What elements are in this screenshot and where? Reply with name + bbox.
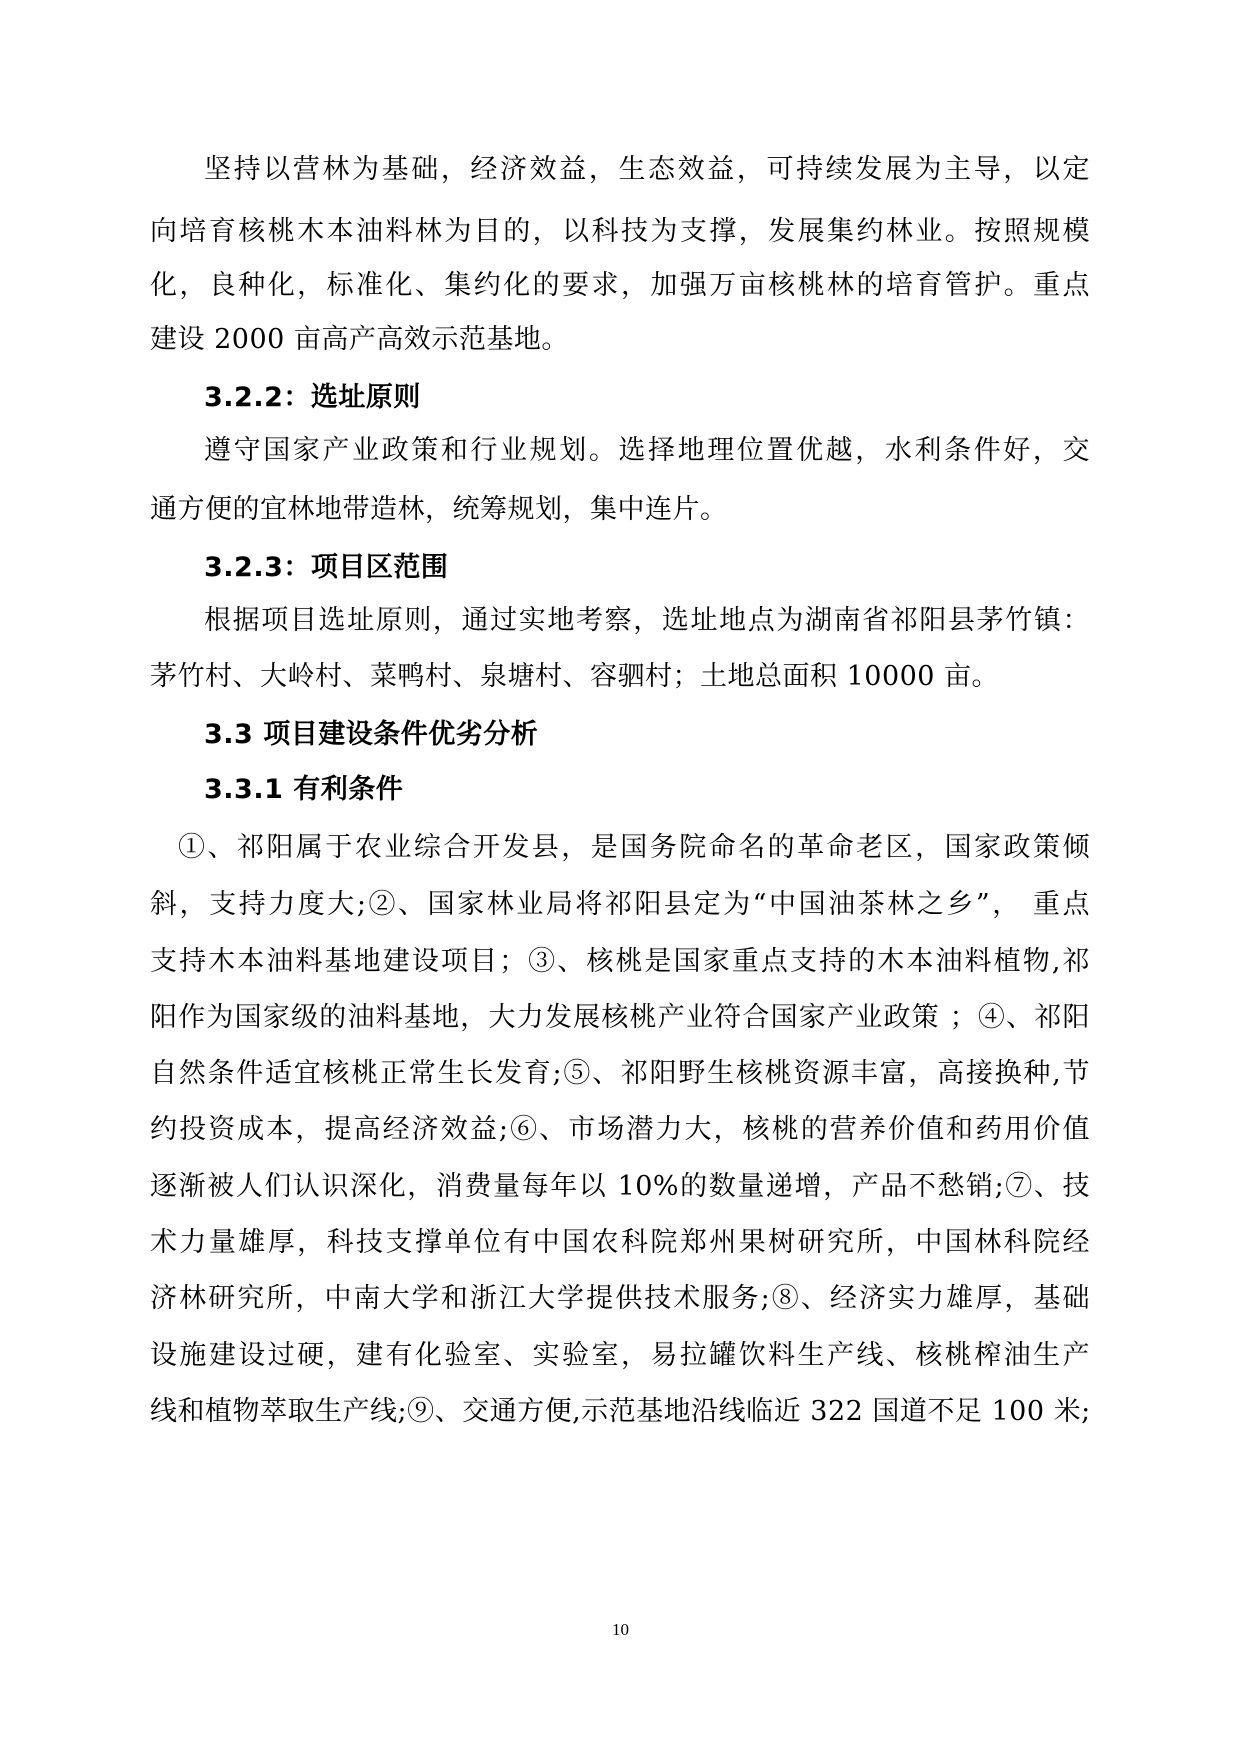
paragraph-line: 茅竹村、大岭村、菜鸭村、泉塘村、容驷村；土地总面积 10000 亩。 — [150, 661, 1000, 692]
paragraph-line: 通方便的宜林地带造林，统筹规划，集中连片。 — [150, 494, 728, 525]
paragraph-line: 术力量雄厚，科技支撑单位有中国农科院郑州果树研究所，中国林科院经 — [150, 1227, 1090, 1258]
paragraph-line: 化，良种化，标准化、集约化的要求，加强万亩核桃林的培育管护。重点 — [150, 270, 1090, 301]
paragraph-line: 约投资成本，提高经济效益;⑥、市场潜力大，核桃的营养价值和药用价值 — [150, 1114, 1090, 1145]
paragraph-line: 自然条件适宜核桃正常生长发育;⑤、祁阳野生核桃资源丰富，高接换种,节 — [150, 1058, 1090, 1089]
paragraph-line: 线和植物萃取生产线;⑨、交通方便,示范基地沿线临近 322 国道不足 100 米; — [150, 1396, 1091, 1427]
paragraph-line: 根据项目选址原则，通过实地考察，选址地点为湖南省祁阳县茅竹镇： — [204, 605, 1090, 636]
paragraph-line: 阳作为国家级的油料基地，大力发展核桃产业符合国家产业政策 ；④、祁阳 — [150, 1002, 1090, 1033]
section-heading-3-3-1: 3.3.1 有利条件 — [204, 774, 404, 805]
paragraph-line: 斜，支持力度大;②、国家林业局将祁阳县定为“中国油茶林之乡”， 重点 — [150, 889, 1090, 920]
page-number: 10 — [612, 1620, 629, 1639]
paragraph-line: 设施建设过硬，建有化验室、实验室，易拉罐饮料生产线、核桃榨油生产 — [150, 1340, 1090, 1371]
paragraph-line: 济林研究所，中南大学和浙江大学提供技术服务;⑧、经济实力雄厚，基础 — [150, 1283, 1090, 1314]
section-heading-3-2-2: 3.2.2：选址原则 — [204, 382, 421, 413]
paragraph-line: 建设 2000 亩高产高效示范基地。 — [150, 324, 569, 355]
paragraph-line: 逐渐被人们认识深化，消费量每年以 10%的数量递增，产品不愁销;⑦、技 — [150, 1171, 1090, 1202]
section-heading-3-3: 3.3 项目建设条件优劣分析 — [204, 719, 539, 750]
paragraph-line: 向培育核桃木本油料林为目的，以科技为支撑，发展集约林业。按照规模 — [150, 216, 1090, 247]
paragraph-line: ①、祁阳属于农业综合开发县，是国务院命名的革命老区，国家政策倾 — [178, 832, 1090, 863]
section-heading-3-2-3: 3.2.3：项目区范围 — [204, 552, 449, 583]
paragraph-line: 支持木本油料基地建设项目；③、核桃是国家重点支持的木本油料植物,祁 — [150, 946, 1090, 977]
paragraph-line: 坚持以营林为基础，经济效益，生态效益，可持续发展为主导，以定 — [204, 154, 1090, 185]
paragraph-line: 遵守国家产业政策和行业规划。选择地理位置优越，水利条件好，交 — [204, 435, 1090, 466]
